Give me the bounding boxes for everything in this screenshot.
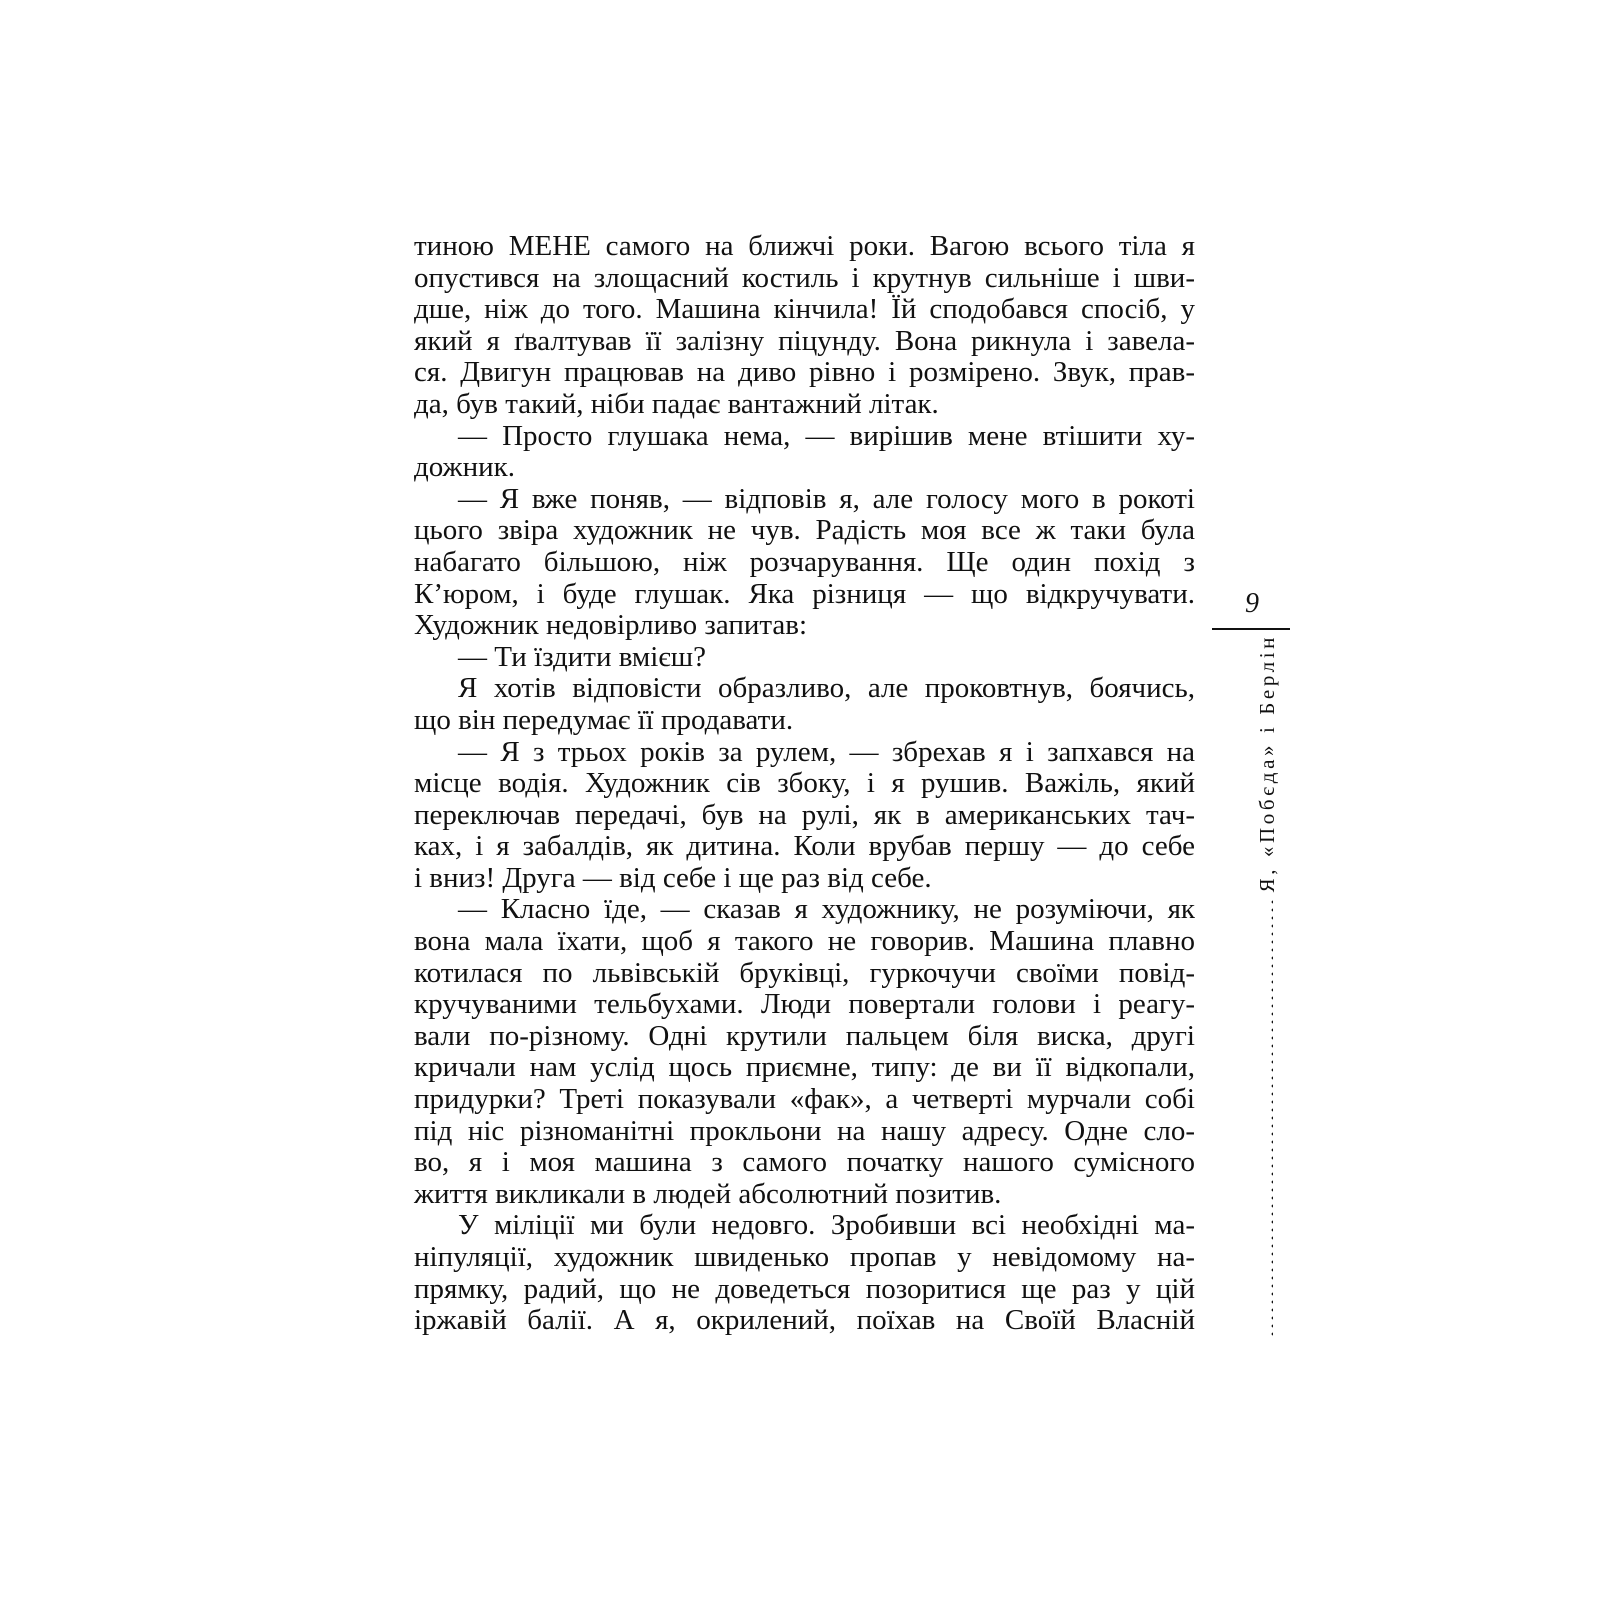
text-line: під ніс різноманітні прокльони на нашу адресу. Одне сло- [414,1114,1195,1147]
text-line: який я ґвалтував її залізну піцунду. Вона рикнула і завела- [414,324,1195,357]
text-line: Художник недовірливо запитав: [414,609,808,642]
text-line: ках, і я забалдів, як дитина. Коли врубав першу — до себе [414,830,1195,863]
text-line: іржавій балії. А я, окрилений, поїхав на Своїй Власній [414,1304,1195,1337]
text-line: — Я з трьох років за рулем, — збрехав я і запхався на [458,735,1195,768]
text-line: що він передумає її продавати. [414,703,794,736]
text-line: вали по-різному. Одні крутили пальцем біля виска, другі [414,1019,1195,1052]
text-line: кричали нам услід щось приємне, типу: де ви її відкопали, [414,1051,1195,1084]
page-number: 9 [1245,588,1259,619]
text-line: життя викликали в людей абсолютний позитив. [414,1177,1002,1210]
running-head-title: Я, «Побєда» і Берлін [1254,634,1279,893]
text-line: ся. Двигун працював на диво рівно і розмірено. Звук, прав- [414,356,1195,389]
text-line: набагато більшою, ніж розчарування. Ще один похід з [414,545,1195,578]
text-line: во, я і моя машина з самого початку нашого сумісного [414,1146,1195,1179]
text-line: прямку, радий, що не доведеться позоритися ще раз у цій [414,1272,1195,1305]
body-text [414,231,1195,1337]
dot-leader [1271,896,1273,1338]
text-line: Я хотів відповісти образливо, але проковтнув, боячись, [458,672,1195,705]
text-line: опустився на злощасний костиль і крутнув сильніше і шви- [414,261,1195,294]
text-line: да, був такий, ніби падає вантажний літак. [414,387,939,420]
running-head [1252,634,1282,1338]
text-line: дше, ніж до того. Машина кінчила! Їй сподобався спосіб, у [414,293,1195,326]
text-line: переключав передачі, був на рулі, як в американських тач- [414,798,1195,831]
text-line: і вниз! Друга — від себе і ще раз від себе. [414,861,932,894]
text-line: К’юром, і буде глушак. Яка різниця — що відкручувати. [414,577,1195,610]
text-line: — Ти їздити вмієш? [458,640,706,673]
text-line: котилася по львівській бруківці, гуркочучи своїми повід- [414,956,1195,989]
text-line: вона мала їхати, щоб я такого не говорив. Машина плавно [414,925,1195,958]
text-line: — Класно їде, — сказав я художнику, не розуміючи, як [458,893,1195,926]
text-line: кручуваними тельбухами. Люди повертали голови і реагу- [414,988,1195,1021]
text-line: місце водія. Художник сів збоку, і я рушив. Важіль, який [414,767,1195,800]
text-line: тиною МЕНЕ самого на ближчі роки. Вагою всього тіла я [414,230,1195,262]
text-line: — Просто глушака нема, — вирішив мене втішити ху- [458,419,1195,452]
text-line: дожник. [414,451,515,484]
text-line: придурки? Треті показували «фак», а четверті мурчали собі [414,1083,1195,1116]
header-rule [1212,628,1290,630]
text-line: — Я вже поняв, — відповів я, але голосу мого в рокоті [458,482,1195,515]
text-line: У міліції ми були недовго. Зробивши всі необхідні ма- [458,1209,1195,1242]
text-line: ніпуляції, художник швиденько пропав у невідомому на- [414,1241,1195,1273]
text-line: цього звіра художник не чув. Радість моя все ж таки була [414,514,1195,547]
